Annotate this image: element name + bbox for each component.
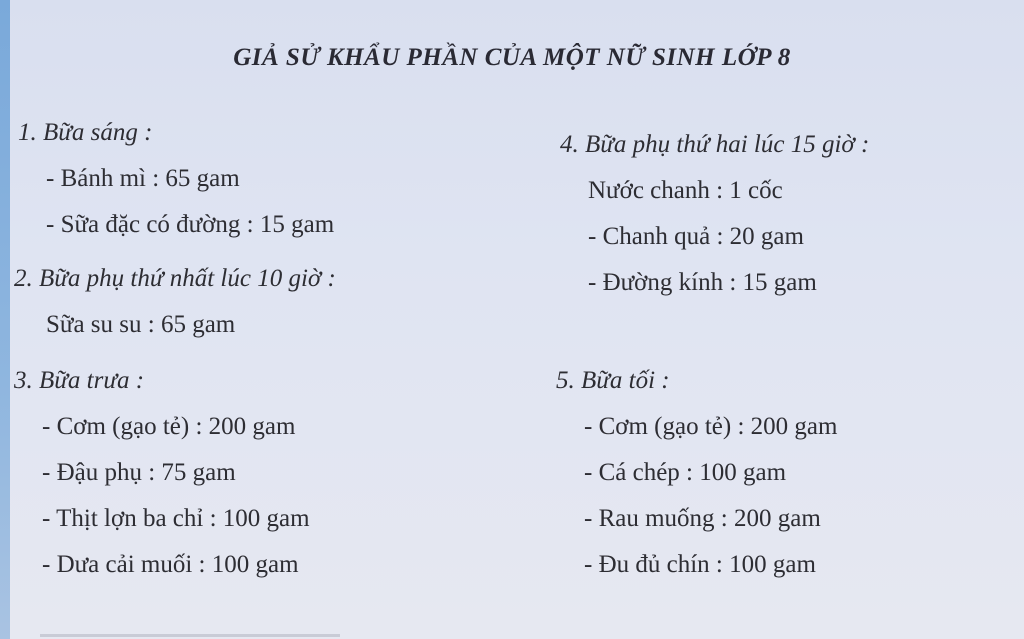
meal-heading: 5. Bữa tối : bbox=[556, 367, 670, 394]
meal-item: - Rau muống : 200 gam bbox=[584, 505, 821, 532]
meal-items bbox=[14, 302, 336, 348]
meal-items bbox=[556, 404, 837, 588]
meal-heading: 4. Bữa phụ thứ hai lúc 15 giờ : bbox=[560, 131, 870, 158]
meal-item: - Chanh quả : 20 gam bbox=[588, 223, 804, 250]
meal-items bbox=[560, 168, 869, 306]
meal-breakfast bbox=[18, 110, 334, 248]
meal-item: Nước chanh : 1 cốc bbox=[588, 177, 783, 204]
meal-heading: 3. Bữa trưa : bbox=[14, 367, 145, 394]
meal-item: - Cá chép : 100 gam bbox=[584, 459, 787, 486]
meal-heading: 1. Bữa sáng : bbox=[18, 119, 153, 146]
meal-item: - Đường kính : 15 gam bbox=[588, 269, 817, 296]
meal-second-snack bbox=[560, 122, 869, 306]
meal-dinner bbox=[556, 358, 837, 588]
meal-items bbox=[18, 156, 334, 248]
meal-item: - Đu đủ chín : 100 gam bbox=[584, 551, 816, 578]
meal-item: - Bánh mì : 65 gam bbox=[46, 165, 240, 192]
meal-items bbox=[14, 404, 310, 588]
meal-item: - Sữa đặc có đường : 15 gam bbox=[46, 211, 335, 238]
meal-item: - Cơm (gạo tẻ) : 200 gam bbox=[584, 413, 838, 440]
meal-item: - Thịt lợn ba chỉ : 100 gam bbox=[42, 505, 310, 532]
meal-item: - Đậu phụ : 75 gam bbox=[42, 459, 236, 486]
meal-lunch bbox=[14, 358, 310, 588]
meal-first-snack bbox=[14, 256, 336, 348]
meal-item: - Cơm (gạo tẻ) : 200 gam bbox=[42, 413, 296, 440]
page-title: GIẢ SỬ KHẨU PHẦN CỦA MỘT NỮ SINH LỚP 8 bbox=[233, 44, 791, 71]
meal-item: Sữa su su : 65 gam bbox=[46, 311, 236, 338]
bottom-text-fragment bbox=[40, 634, 340, 637]
meal-heading: 2. Bữa phụ thứ nhất lúc 10 giờ : bbox=[14, 265, 336, 292]
page-edge-strip bbox=[0, 0, 10, 639]
meal-item: - Dưa cải muối : 100 gam bbox=[42, 551, 299, 578]
